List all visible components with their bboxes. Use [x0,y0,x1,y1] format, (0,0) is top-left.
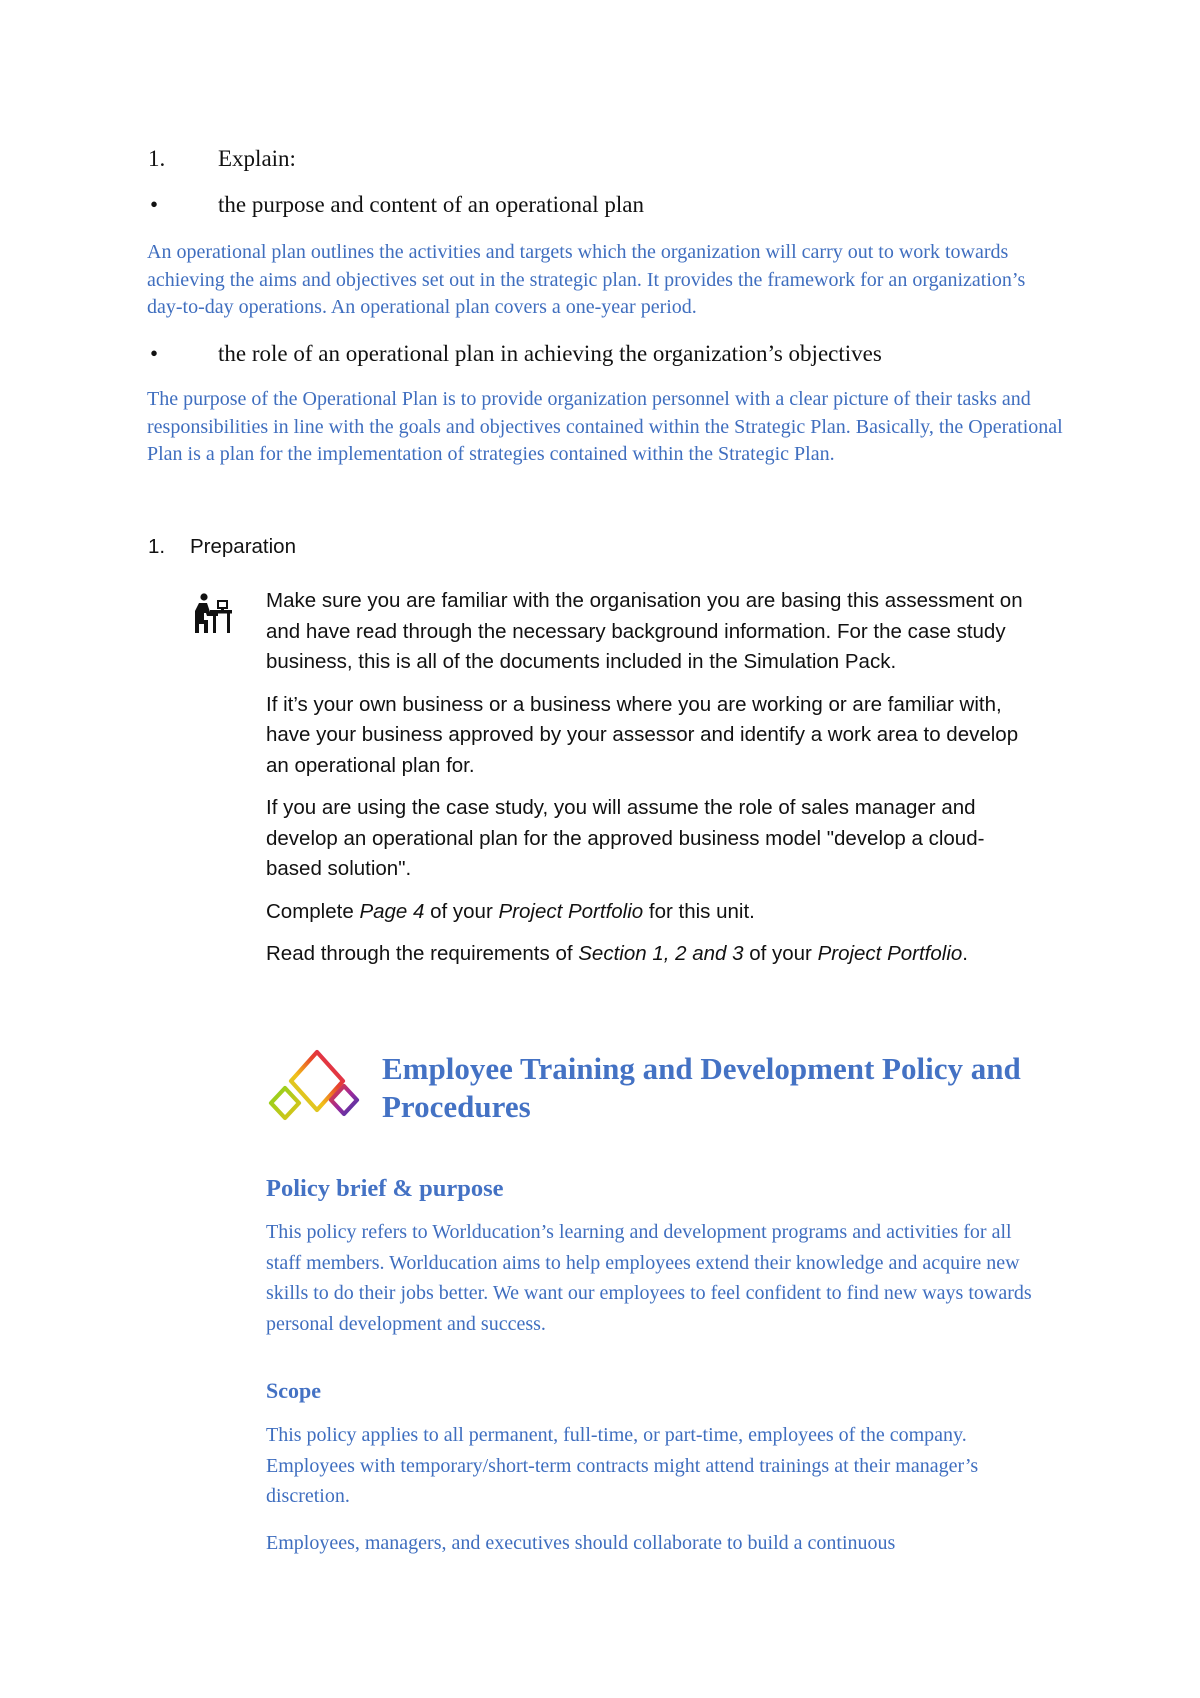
list-number: 1. [148,535,166,558]
bullet-item-role: the role of an operational plan in achieving the organization’s objectives [218,341,882,366]
instruction-paragraph: Make sure you are familiar with the organisation you are basing this assessment on and have read through the necessary background information. For the case study business, this is all of the documents included in the Simulation Pack. [266,589,1023,673]
instruction-paragraph: If it’s your own business or a business where you are working or are familiar with, have your business approved by your assessor and identify a work area to develop an operational plan for. [266,692,1019,777]
policy-title: Employee Training and Development Policy and Procedures [382,1051,1021,1124]
answer-paragraph-1: An operational plan outlines the activities and targets which the organization will carry out to work towards achieving the aims and objectives set out in the strategic plan. It provides the framework for an organization’s day-to-day operations. An operational plan covers a one-year period. [147,241,1026,318]
bullet-marker: • [150,341,159,366]
explain-heading: Explain: [218,146,296,171]
instruction-paragraph: If you are using the case study, you will assume the role of sales manager and develop an operational plan for the approved business model "develop a cloud-based solution". [266,796,985,880]
person-at-desk-icon [192,592,236,636]
policy-brief-text: This policy refers to Worlducation’s learning and development programs and activities for all staff members. Worlducation aims to help employees extend their knowledge and acquire new skills to do their jobs better. We want our employees to feel confident to find new ways towards personal development and success. [266,1221,1032,1335]
scope-text-continued: Employees, managers, and executives should collaborate to build a continuous [266,1532,896,1554]
preparation-heading: Preparation [190,535,296,558]
instruction-paragraph: Read through the requirements of Section 1, 2 and 3 of your Project Portfolio. [266,942,968,965]
bullet-item-purpose: the purpose and content of an operational plan [218,192,644,217]
policy-brief-heading: Policy brief & purpose [266,1175,504,1202]
diamond-squares-logo [266,1048,366,1122]
bullet-marker: • [150,192,159,217]
preparation-instructions [266,586,1036,970]
answer-paragraph-2: The purpose of the Operational Plan is to provide organization personnel with a clear picture of their tasks and responsibilities in line with the goals and objectives contained within the Strategic Plan. Basically, the Operational Plan is a plan for the implementation of strategies contained within the Strategic Plan. [147,388,1063,465]
instruction-paragraph: Complete Page 4 of your Project Portfolio for this unit. [266,899,755,923]
list-number: 1. [148,146,166,171]
scope-text: This policy applies to all permanent, full-time, or part-time, employees of the company. Employees with temporary/short-term contracts might attend trainings at their manager’s discretion. [266,1424,979,1507]
scope-heading: Scope [266,1378,321,1403]
